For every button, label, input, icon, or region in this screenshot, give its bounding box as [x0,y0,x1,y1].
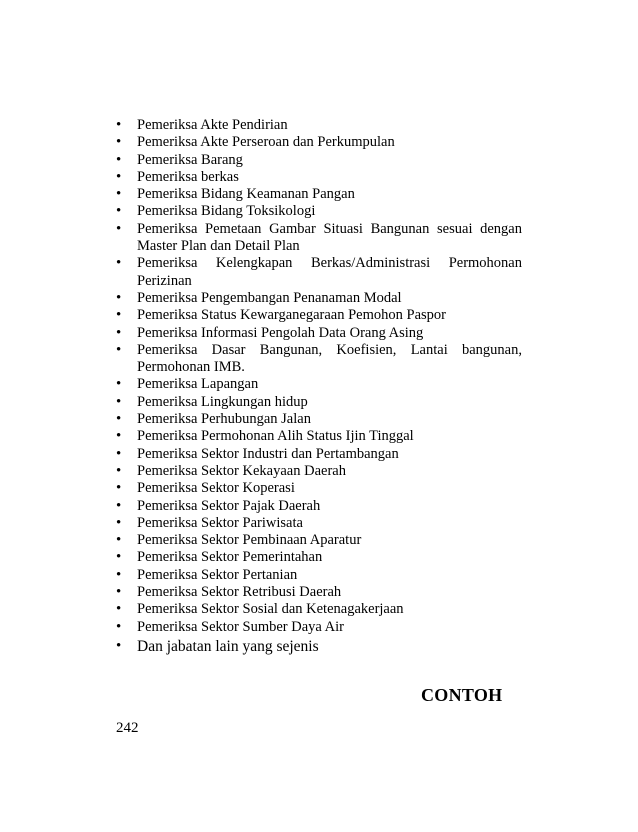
bullet-icon: • [116,549,122,566]
bullet-icon: • [116,117,122,133]
list-item [116,549,522,566]
list-item [116,203,522,220]
list-item-text: Dan jabatan lain yang sejenis [137,637,319,655]
list-item-text: Pemeriksa Sektor Pembinaan Aparatur [137,532,362,549]
bullet-icon: • [116,411,122,428]
bullet-icon: • [116,532,122,549]
list-item-text: Pemeriksa Sektor Pemerintahan [137,549,323,566]
list-item-text: Pemeriksa Pengembangan Penanaman Modal [137,289,402,306]
bullet-icon: • [116,480,122,497]
list-item [116,255,522,290]
bullet-icon: • [116,134,122,151]
list-item [116,446,522,463]
list-item-text: Pemeriksa Barang [137,151,243,168]
list-item-text: Pemeriksa Informasi Pengolah Data Orang Asing [137,324,424,341]
list-item-text: Pemeriksa Sektor Pajak Daerah [137,497,321,514]
list-item-text: Pemeriksa Sektor Kekayaan Daerah [137,462,346,479]
watermark-label: CONTOH [421,685,503,705]
bullet-icon: • [116,376,122,393]
list-item-text: Pemeriksa Sektor Sosial dan Ketenagakerjaan [137,601,404,618]
job-title-list [116,117,522,655]
list-item-text: Pemeriksa Status Kewarganegaraan Pemohon Paspor [137,307,446,324]
list-item [116,428,522,445]
bullet-icon: • [116,584,122,601]
list-item [116,221,522,256]
list-item-text: Pemeriksa Lingkungan hidup [137,393,308,410]
bullet-icon: • [116,445,122,462]
bullet-icon: • [116,307,122,324]
list-item-text: Pemeriksa berkas [137,168,239,185]
list-item-text: Pemeriksa Bidang Toksikologi [137,203,316,220]
bullet-icon: • [116,341,122,358]
list-item [116,342,522,377]
list-item-text: Pemeriksa Permohonan Alih Status Ijin Tinggal [137,428,414,445]
list-item [116,601,522,618]
list-item [116,394,522,411]
bullet-icon: • [116,637,122,654]
list-item-text: Pemeriksa Sektor Pariwisata [137,514,303,531]
bullet-icon: • [116,428,122,445]
list-item [116,169,522,186]
list-item [116,290,522,307]
bullet-icon: • [116,255,122,272]
bullet-icon: • [116,601,122,618]
bullet-icon: • [116,289,122,306]
bullet-icon: • [116,186,122,203]
list-item-text: Pemeriksa Perhubungan Jalan [137,411,311,428]
list-item-text: Pemeriksa Kelengkapan Berkas/Administrasi Permohonan Perizinan [137,255,522,289]
list-item [116,584,522,601]
list-item-text: Pemeriksa Sektor Retribusi Daerah [137,584,342,601]
list-item [116,134,522,151]
list-item [116,480,522,497]
list-item [116,152,522,169]
list-item [116,638,522,655]
list-item [116,532,522,549]
list-item [116,567,522,584]
list-item [116,411,522,428]
list-item [116,498,522,515]
bullet-icon: • [116,324,122,341]
list-item-text: Pemeriksa Sektor Sumber Daya Air [137,618,344,635]
list-item-text: Pemeriksa Dasar Bangunan, Koefisien, Lantai bangunan, Permohonan IMB. [137,341,522,376]
bullet-icon: • [116,566,122,583]
page-number: 242 [116,720,139,736]
list-item [116,325,522,342]
bullet-icon: • [116,203,122,220]
bullet-icon: • [116,497,122,514]
list-item [116,186,522,203]
list-item [116,307,522,324]
list-item [116,619,522,636]
bullet-icon: • [116,618,122,635]
bullet-icon: • [116,462,122,479]
list-item [116,376,522,393]
list-item [116,117,522,134]
bullet-icon: • [116,151,122,168]
list-item-text: Pemeriksa Sektor Koperasi [137,480,295,497]
bullet-icon: • [116,393,122,410]
list-item-text: Pemeriksa Bidang Keamanan Pangan [137,186,355,203]
bullet-icon: • [116,514,122,531]
list-item-text: Pemeriksa Sektor Industri dan Pertambangan [137,445,399,462]
list-item-text: Pemeriksa Lapangan [137,376,259,393]
list-item-text: Pemeriksa Sektor Pertanian [137,566,298,583]
list-item-text: Pemeriksa Pemetaan Gambar Situasi Bangunan sesuai dengan Master Plan dan Detail Plan [137,220,522,255]
list-item-text: Pemeriksa Akte Perseroan dan Perkumpulan [137,134,395,151]
bullet-icon: • [116,220,122,237]
bullet-icon: • [116,168,122,185]
list-item [116,515,522,532]
list-item-text: Pemeriksa Akte Pendirian [137,117,288,133]
list-item [116,463,522,480]
